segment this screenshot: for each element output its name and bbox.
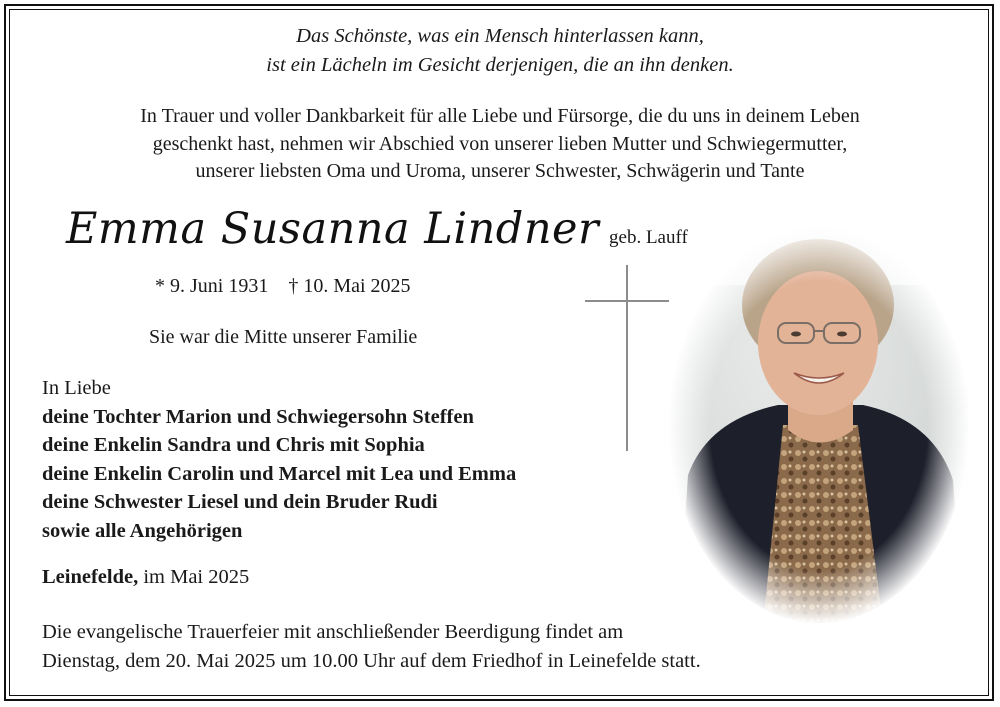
opening-quote bbox=[0, 22, 1000, 80]
maiden-name: geb. Lauff bbox=[609, 227, 688, 248]
ceremony-line-2: Dienstag, dem 20. Mai 2025 um 10.00 Uhr auf dem Friedhof in Leinefelde statt. bbox=[42, 649, 701, 672]
mourners-intro: In Liebe bbox=[42, 377, 111, 399]
cross-icon bbox=[585, 265, 669, 451]
portrait-photo bbox=[668, 225, 970, 625]
intro-text bbox=[0, 103, 1000, 186]
place-and-date bbox=[42, 566, 249, 589]
mourners-list bbox=[42, 374, 516, 545]
place-city: Leinefelde, bbox=[42, 566, 139, 588]
ceremony-info bbox=[42, 618, 701, 675]
birth-date: * 9. Juni 1931 bbox=[155, 275, 269, 297]
intro-line-2: geschenkt hast, nehmen wir Abschied von unserer lieben Mutter und Schwiegermutter, bbox=[152, 132, 848, 155]
motto: Sie war die Mitte unserer Familie bbox=[149, 326, 418, 348]
intro-line-1: In Trauer und voller Dankbarkeit für alle Liebe und Fürsorge, die du uns in deinem Leben bbox=[140, 105, 860, 127]
deceased-name-row bbox=[66, 204, 688, 254]
place-date: im Mai 2025 bbox=[143, 566, 250, 588]
ceremony-line-1: Die evangelische Trauerfeier mit anschließender Beerdigung findet am bbox=[42, 621, 624, 643]
mourner-line: deine Schwester Liesel und dein Bruder Rudi bbox=[42, 491, 438, 513]
intro-line-3: unserer liebsten Oma und Uroma, unserer Schwester, Schwägerin und Tante bbox=[195, 160, 805, 182]
mourner-line: deine Enkelin Carolin und Marcel mit Lea und Emma bbox=[42, 462, 517, 485]
mourner-line: deine Enkelin Sandra und Chris mit Sophia bbox=[42, 434, 425, 456]
mourner-line: deine Tochter Marion und Schwiegersohn Steffen bbox=[42, 405, 474, 428]
quote-line-2: ist ein Lächeln im Gesicht derjenigen, die an ihn denken. bbox=[266, 54, 734, 76]
quote-line-1: Das Schönste, was ein Mensch hinterlassen kann, bbox=[296, 25, 704, 47]
deceased-name: Emma Susanna Lindner bbox=[66, 204, 600, 254]
mourner-line: sowie alle Angehörigen bbox=[42, 519, 243, 542]
death-date: † 10. Mai 2025 bbox=[288, 275, 411, 297]
life-dates bbox=[155, 275, 411, 298]
